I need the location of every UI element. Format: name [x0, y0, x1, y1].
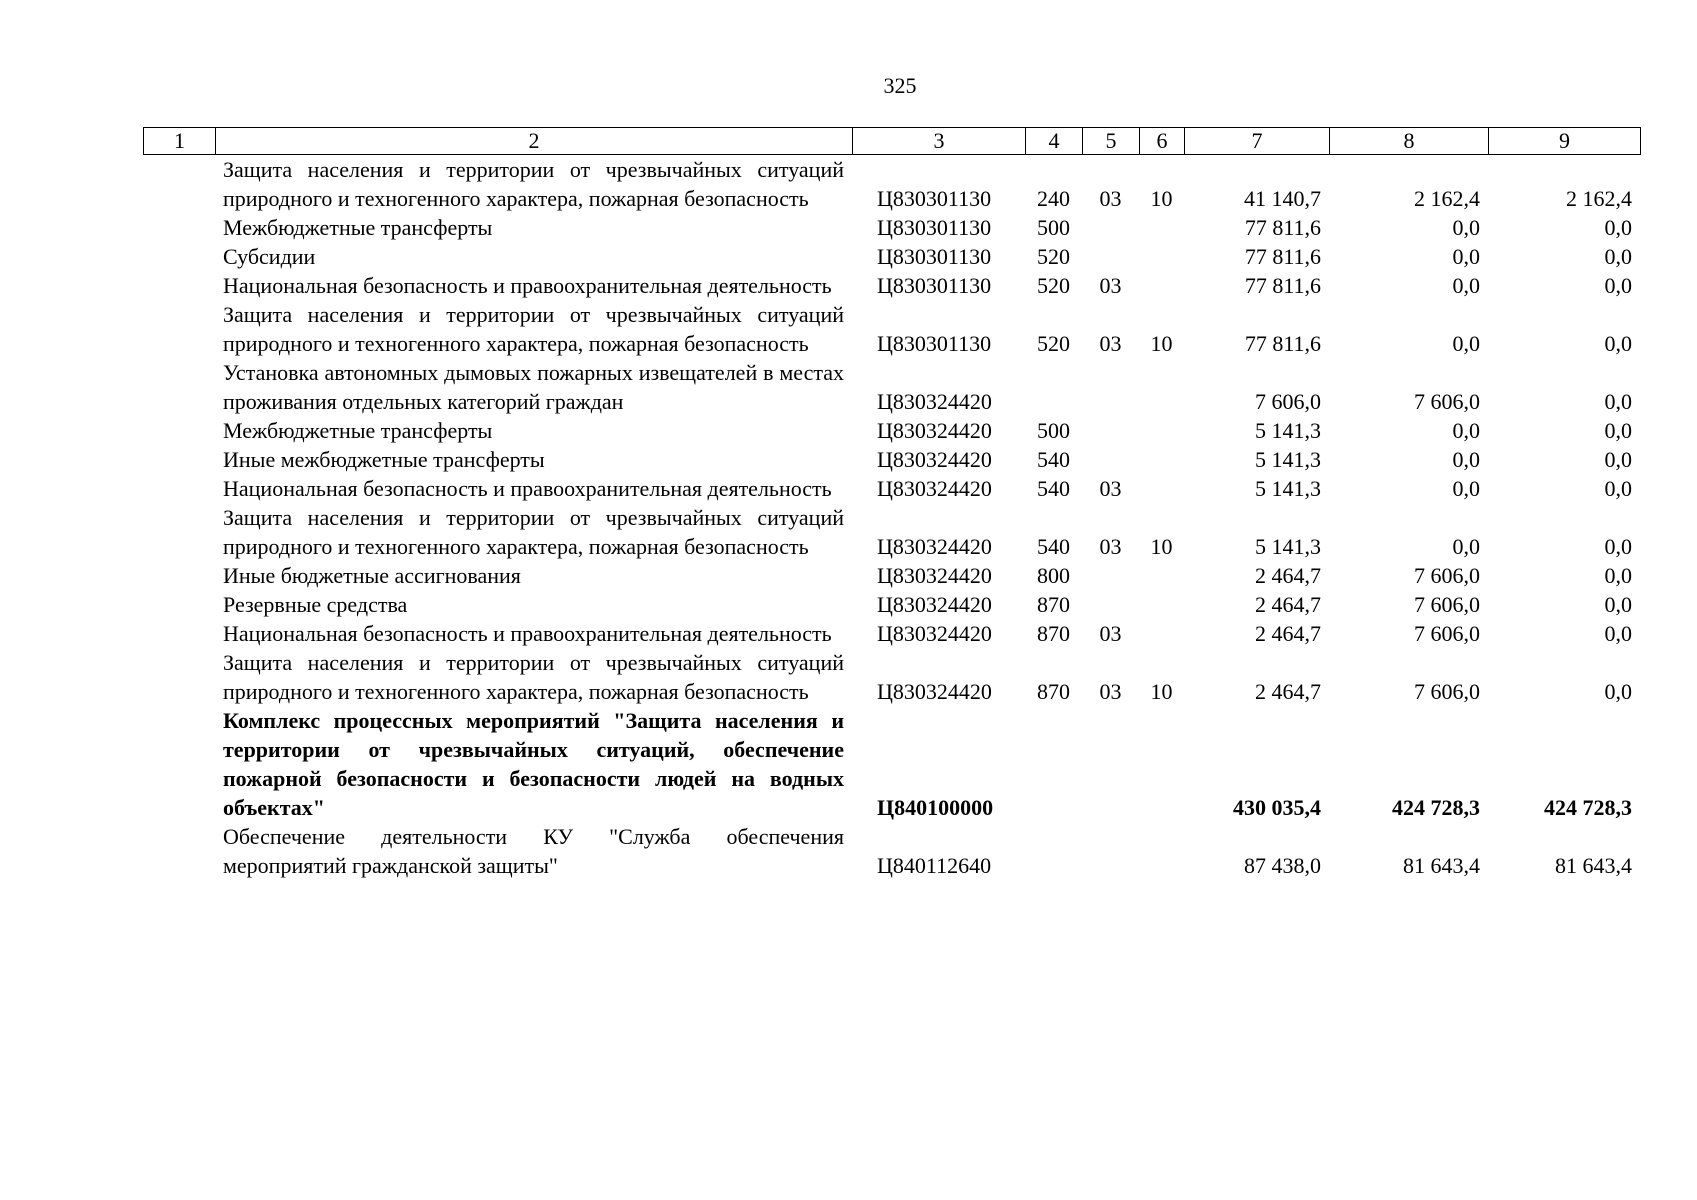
- table-row: [143, 619, 1640, 648]
- expense-type-cell: 500: [1037, 418, 1070, 443]
- subsection-cell: [1139, 271, 1184, 300]
- section-cell: [1082, 590, 1139, 619]
- subsection-cell: [1139, 706, 1184, 822]
- column-header-cell: 4: [1026, 128, 1083, 155]
- section-cell: 03: [1099, 476, 1122, 501]
- amount-col8-cell: 7 606,0: [1414, 621, 1480, 646]
- table-row: [143, 416, 1640, 445]
- table-row: [143, 561, 1640, 590]
- subsection-cell: [1139, 445, 1184, 474]
- expense-type-cell: 540: [1037, 534, 1070, 559]
- table-row: [143, 474, 1640, 503]
- row-number-cell: [143, 503, 215, 561]
- subsection-cell: 10: [1150, 186, 1173, 211]
- amount-col8-cell: 7 606,0: [1414, 389, 1480, 414]
- subsection-cell: [1139, 358, 1184, 416]
- row-name-cell: Межбюджетные трансферты: [223, 418, 493, 443]
- target-code-cell: Ц830324420: [877, 621, 992, 646]
- row-number-cell: [143, 271, 215, 300]
- amount-col7-cell: 2 464,7: [1255, 592, 1321, 617]
- column-header-cell: 7: [1185, 128, 1330, 155]
- amount-col7-cell: 5 141,3: [1255, 534, 1321, 559]
- amount-col7-cell: 77 811,6: [1244, 273, 1321, 298]
- table-row: [143, 706, 1640, 822]
- section-cell: [1082, 561, 1139, 590]
- row-number-cell: [143, 561, 215, 590]
- amount-col8-cell: 0,0: [1452, 534, 1480, 559]
- subsection-cell: 10: [1150, 331, 1173, 356]
- row-number-cell: [143, 242, 215, 271]
- expense-type-cell: 520: [1037, 273, 1070, 298]
- amount-col9-cell: 81 643,4: [1555, 853, 1632, 878]
- amount-col7-cell: 41 140,7: [1244, 186, 1321, 211]
- target-code-cell: Ц830324420: [877, 447, 992, 472]
- subsection-cell: [1139, 561, 1184, 590]
- subsection-cell: [1139, 590, 1184, 619]
- expense-type-cell: [1025, 822, 1082, 880]
- amount-col8-cell: 81 643,4: [1403, 853, 1480, 878]
- amount-col7-cell: 77 811,6: [1244, 244, 1321, 269]
- amount-col9-cell: 2 162,4: [1566, 186, 1632, 211]
- row-name-cell: Защита населения и территории от чрезвычайных ситуаций природного и техногенного характера, пожарная безопасность: [223, 505, 844, 559]
- row-number-cell: [143, 213, 215, 242]
- subsection-cell: [1139, 213, 1184, 242]
- section-cell: [1082, 706, 1139, 822]
- expense-type-cell: [1025, 706, 1082, 822]
- amount-col7-cell: 5 141,3: [1255, 476, 1321, 501]
- section-cell: [1082, 416, 1139, 445]
- row-name-cell: Национальная безопасность и правоохранительная деятельность: [223, 476, 832, 501]
- amount-col7-cell: 2 464,7: [1255, 679, 1321, 704]
- table-row: [143, 300, 1640, 358]
- row-name-cell: Обеспечение деятельности КУ "Служба обеспечения мероприятий гражданской защиты": [223, 824, 844, 878]
- row-number-cell: [143, 155, 215, 213]
- amount-col9-cell: 0,0: [1604, 476, 1632, 501]
- expense-type-cell: 520: [1037, 331, 1070, 356]
- amount-col7-cell: 5 141,3: [1255, 418, 1321, 443]
- column-header-table: [143, 127, 1641, 155]
- amount-col7-cell: 430 035,4: [1233, 795, 1321, 820]
- amount-col9-cell: 0,0: [1604, 679, 1632, 704]
- amount-col7-cell: 77 811,6: [1244, 215, 1321, 240]
- amount-col9-cell: 0,0: [1604, 331, 1632, 356]
- amount-col7-cell: 2 464,7: [1255, 621, 1321, 646]
- subsection-cell: [1139, 474, 1184, 503]
- subsection-cell: [1139, 822, 1184, 880]
- section-cell: [1082, 242, 1139, 271]
- expense-type-cell: 800: [1037, 563, 1070, 588]
- section-cell: 03: [1099, 331, 1122, 356]
- subsection-cell: [1139, 619, 1184, 648]
- row-name-cell: Комплекс процессных мероприятий "Защита населения и территории от чрезвычайных ситуаций, обеспечение пожарной безопасности и безопасности людей на водных объектах": [223, 708, 844, 820]
- subsection-cell: [1139, 242, 1184, 271]
- amount-col8-cell: 424 728,3: [1392, 795, 1480, 820]
- row-number-cell: [143, 706, 215, 822]
- amount-col8-cell: 7 606,0: [1414, 563, 1480, 588]
- amount-col7-cell: 87 438,0: [1244, 853, 1321, 878]
- section-cell: [1082, 445, 1139, 474]
- row-name-cell: Межбюджетные трансферты: [223, 215, 493, 240]
- subsection-cell: 10: [1150, 534, 1173, 559]
- expense-type-cell: 540: [1037, 447, 1070, 472]
- section-cell: 03: [1099, 621, 1122, 646]
- amount-col9-cell: 424 728,3: [1544, 795, 1632, 820]
- row-number-cell: [143, 474, 215, 503]
- expense-type-cell: 520: [1037, 244, 1070, 269]
- amount-col8-cell: 0,0: [1452, 418, 1480, 443]
- amount-col9-cell: 0,0: [1604, 447, 1632, 472]
- amount-col9-cell: 0,0: [1604, 534, 1632, 559]
- subsection-cell: [1139, 416, 1184, 445]
- row-name-cell: Защита населения и территории от чрезвычайных ситуаций природного и техногенного характера, пожарная безопасность: [223, 157, 844, 211]
- row-name-cell: Резервные средства: [223, 592, 408, 617]
- table-row: [143, 155, 1640, 213]
- expense-type-cell: 540: [1037, 476, 1070, 501]
- row-name-cell: Субсидии: [223, 244, 316, 269]
- target-code-cell: Ц830324420: [877, 476, 992, 501]
- amount-col8-cell: 0,0: [1452, 447, 1480, 472]
- table-row: [143, 590, 1640, 619]
- amount-col9-cell: 0,0: [1604, 215, 1632, 240]
- target-code-cell: Ц830301130: [877, 215, 992, 240]
- row-number-cell: [143, 590, 215, 619]
- amount-col8-cell: 0,0: [1452, 331, 1480, 356]
- table-row: [143, 213, 1640, 242]
- amount-col8-cell: 7 606,0: [1414, 679, 1480, 704]
- section-cell: [1082, 822, 1139, 880]
- row-number-cell: [143, 416, 215, 445]
- target-code-cell: Ц830301130: [877, 244, 992, 269]
- row-name-cell: Установка автономных дымовых пожарных извещателей в местах проживания отдельных категорий граждан: [223, 360, 844, 414]
- amount-col8-cell: 0,0: [1452, 244, 1480, 269]
- row-name-cell: Защита населения и территории от чрезвычайных ситуаций природного и техногенного характера, пожарная безопасность: [223, 650, 844, 704]
- subsection-cell: 10: [1150, 679, 1173, 704]
- amount-col9-cell: 0,0: [1604, 563, 1632, 588]
- row-number-cell: [143, 300, 215, 358]
- column-header-cell: 2: [216, 128, 853, 155]
- amount-col9-cell: 0,0: [1604, 389, 1632, 414]
- row-number-cell: [143, 822, 215, 880]
- row-name-cell: Национальная безопасность и правоохранительная деятельность: [223, 273, 832, 298]
- target-code-cell: Ц830324420: [877, 418, 992, 443]
- amount-col8-cell: 0,0: [1452, 273, 1480, 298]
- amount-col9-cell: 0,0: [1604, 244, 1632, 269]
- row-number-cell: [143, 445, 215, 474]
- column-header-cell: 9: [1489, 128, 1641, 155]
- target-code-cell: Ц830324420: [877, 592, 992, 617]
- amount-col7-cell: 77 811,6: [1244, 331, 1321, 356]
- expense-type-cell: 240: [1037, 186, 1070, 211]
- table-row: [143, 648, 1640, 706]
- target-code-cell: Ц830324420: [877, 679, 992, 704]
- target-code-cell: Ц830324420: [877, 563, 992, 588]
- budget-table: [143, 155, 1640, 880]
- table-row: [143, 503, 1640, 561]
- table-row: [143, 242, 1640, 271]
- section-cell: 03: [1099, 679, 1122, 704]
- column-header-cell: 8: [1330, 128, 1489, 155]
- amount-col9-cell: 0,0: [1604, 621, 1632, 646]
- table-row: [143, 822, 1640, 880]
- row-number-cell: [143, 619, 215, 648]
- column-header-cell: 6: [1140, 128, 1185, 155]
- amount-col7-cell: 7 606,0: [1255, 389, 1321, 414]
- amount-col9-cell: 0,0: [1604, 273, 1632, 298]
- section-cell: 03: [1099, 534, 1122, 559]
- row-name-cell: Защита населения и территории от чрезвычайных ситуаций природного и техногенного характера, пожарная безопасность: [223, 302, 844, 356]
- column-header-cell: 5: [1083, 128, 1140, 155]
- amount-col9-cell: 0,0: [1604, 418, 1632, 443]
- target-code-cell: Ц840100000: [877, 795, 994, 820]
- table-row: [143, 358, 1640, 416]
- target-code-cell: Ц830324420: [877, 534, 992, 559]
- column-header-cell: 1: [144, 128, 216, 155]
- expense-type-cell: 870: [1037, 621, 1070, 646]
- target-code-cell: Ц830301130: [877, 186, 992, 211]
- section-cell: 03: [1099, 186, 1122, 211]
- row-name-cell: Национальная безопасность и правоохранительная деятельность: [223, 621, 832, 646]
- target-code-cell: Ц830324420: [877, 389, 992, 414]
- table-row: [143, 445, 1640, 474]
- amount-col7-cell: 2 464,7: [1255, 563, 1321, 588]
- table-row: [143, 271, 1640, 300]
- section-cell: 03: [1099, 273, 1122, 298]
- amount-col8-cell: 0,0: [1452, 476, 1480, 501]
- expense-type-cell: 500: [1037, 215, 1070, 240]
- row-name-cell: Иные межбюджетные трансферты: [223, 447, 545, 472]
- expense-type-cell: [1025, 358, 1082, 416]
- expense-type-cell: 870: [1037, 592, 1070, 617]
- target-code-cell: Ц830301130: [877, 273, 992, 298]
- page-number: 325: [883, 73, 917, 98]
- column-header-row: [144, 128, 1641, 155]
- section-cell: [1082, 213, 1139, 242]
- column-header-cell: 3: [853, 128, 1026, 155]
- amount-col8-cell: 2 162,4: [1414, 186, 1480, 211]
- target-code-cell: Ц840112640: [877, 853, 992, 878]
- amount-col8-cell: 0,0: [1452, 215, 1480, 240]
- target-code-cell: Ц830301130: [877, 331, 992, 356]
- amount-col9-cell: 0,0: [1604, 592, 1632, 617]
- section-cell: [1082, 358, 1139, 416]
- row-number-cell: [143, 358, 215, 416]
- row-number-cell: [143, 648, 215, 706]
- row-name-cell: Иные бюджетные ассигнования: [223, 563, 521, 588]
- amount-col7-cell: 5 141,3: [1255, 447, 1321, 472]
- amount-col8-cell: 7 606,0: [1414, 592, 1480, 617]
- expense-type-cell: 870: [1037, 679, 1070, 704]
